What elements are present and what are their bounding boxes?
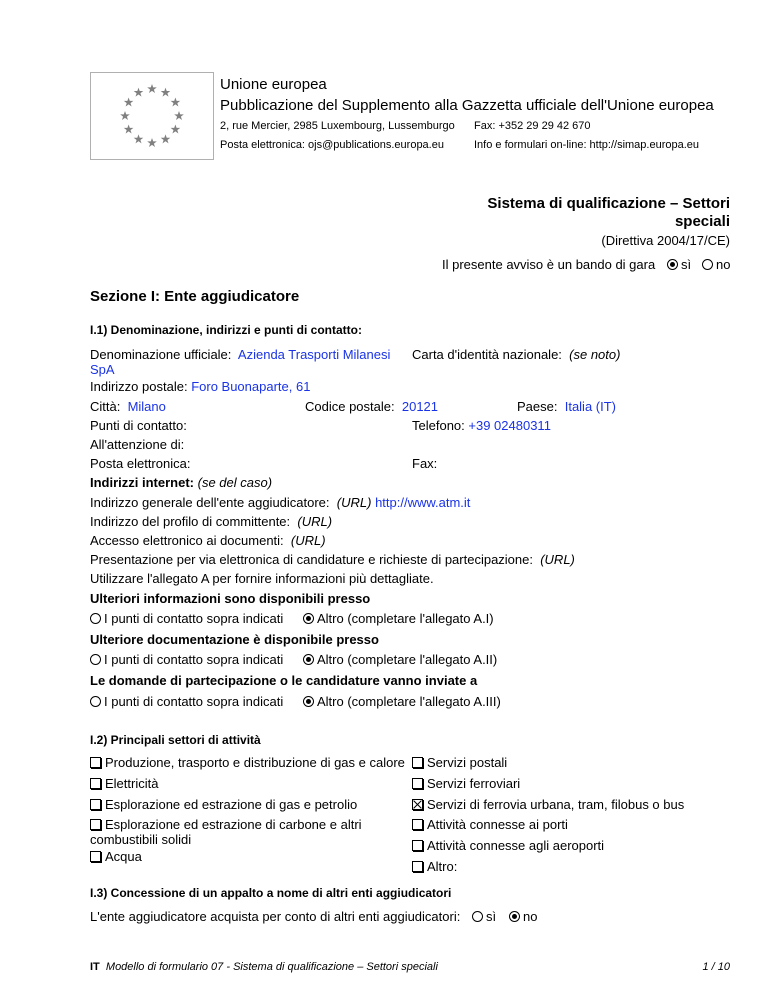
settore-aeroporti[interactable]: [412, 838, 604, 853]
ulteriore-doc-opt2[interactable]: [303, 652, 497, 667]
settore-servizi-ferroviari[interactable]: [412, 776, 520, 791]
footer: [90, 961, 438, 973]
domande-opt1[interactable]: [90, 694, 283, 709]
i3-yes-option[interactable]: [472, 909, 496, 924]
settore-label: Elettricità: [105, 776, 159, 791]
settore-label: Acqua: [105, 849, 142, 864]
settore-label: Servizi ferroviari: [427, 776, 521, 791]
header-org: Unione europea: [220, 76, 327, 93]
settore-porti[interactable]: [412, 817, 568, 832]
page-number: 1 / 10: [702, 961, 730, 973]
telefono-value: +39 02480311: [468, 418, 551, 433]
eu-flag-logo: [90, 72, 214, 160]
settore-carbone[interactable]: [90, 817, 362, 832]
settore-label: Servizi postali: [427, 755, 508, 770]
generale-link[interactable]: http://www.atm.it: [375, 495, 471, 510]
eu-stars-icon: [91, 73, 213, 159]
cap-value: 20121: [401, 399, 439, 414]
checkbox-icon: [412, 840, 423, 851]
directive-label: (Direttiva 2004/17/CE): [601, 233, 730, 248]
fax-label: Fax:: [412, 456, 438, 471]
radio-empty-icon: [90, 613, 101, 624]
denominazione-label: Denominazione ufficiale:: [90, 347, 232, 362]
option-label: I punti di contatto sopra indicati: [104, 652, 284, 667]
citta-value: Milano: [127, 399, 166, 414]
internet-row: [90, 475, 272, 490]
i3-no-option[interactable]: [509, 909, 537, 924]
settore-label: Servizi di ferrovia urbana, tram, filobus o bus: [427, 797, 685, 812]
radio-empty-icon: [90, 654, 101, 665]
carta-label: Carta d'identità nazionale:: [412, 347, 562, 362]
url-tag: (URL): [336, 495, 372, 510]
settore-label: Produzione, trasporto e distribuzione di gas e calore: [105, 755, 405, 770]
avviso-no-label: no: [716, 257, 731, 272]
option-label: Altro (completare l'allegato A.II): [317, 652, 498, 667]
carta-note: (se noto): [569, 347, 621, 362]
avviso-yes-label: sì: [681, 257, 692, 272]
checkbox-icon: [412, 757, 423, 768]
denominazione-value-cont: SpA: [90, 362, 115, 377]
checkbox-icon: [90, 819, 101, 830]
option-label: I punti di contatto sopra indicati: [104, 694, 284, 709]
internet-note: (se del caso): [197, 475, 273, 490]
page-title: Sistema di qualificazione – Settori: [487, 195, 730, 212]
checkbox-icon: [412, 778, 423, 789]
paese-label: Paese:: [517, 399, 558, 414]
footer-form: Modello di formulario 07 - Sistema di qualificazione – Settori speciali: [105, 961, 438, 973]
page-title-line2: speciali: [674, 213, 730, 230]
header-publication: Pubblicazione del Supplemento alla Gazzetta ufficiale dell'Unione europea: [220, 97, 714, 114]
radio-selected-icon: [303, 654, 314, 665]
checkbox-icon: [90, 799, 101, 810]
ulteriori-info-opt2[interactable]: [303, 611, 494, 626]
radio-empty-icon: [472, 911, 483, 922]
settore-acqua[interactable]: [90, 849, 142, 864]
i1-heading: I.1) Denominazione, indirizzi e punti di contatto:: [90, 323, 362, 337]
generale-label: Indirizzo generale dell'ente aggiudicatore:: [90, 495, 330, 510]
presentazione-row: [90, 552, 575, 567]
footer-lang: IT: [90, 961, 100, 973]
settore-carbone-cont: combustibili solidi: [90, 832, 192, 847]
option-label: Altro (completare l'allegato A.III): [317, 694, 501, 709]
settore-label: Altro:: [427, 859, 458, 874]
domande-opt2[interactable]: [303, 694, 501, 709]
header-info: Info e formulari on-line: http://simap.europa.eu: [474, 139, 700, 151]
checkbox-icon: [412, 819, 423, 830]
i3-heading: I.3) Concessione di un appalto a nome di altri enti aggiudicatori: [90, 886, 452, 900]
generale-row: [90, 495, 470, 510]
profilo-label: Indirizzo del profilo di committente:: [90, 514, 291, 529]
url-tag: (URL): [290, 533, 326, 548]
settore-servizi-postali[interactable]: [412, 755, 507, 770]
checkbox-checked-icon: [412, 799, 423, 810]
internet-label: Indirizzi internet:: [90, 475, 194, 490]
carta-row: [412, 347, 620, 362]
header-email: Posta elettronica: ojs@publications.europa.eu: [220, 139, 444, 151]
radio-empty-icon: [702, 259, 713, 270]
checkbox-icon: [90, 757, 101, 768]
ulteriore-doc-opt1[interactable]: [90, 652, 283, 667]
settore-label: Attività connesse ai porti: [427, 817, 568, 832]
settore-gas-calore[interactable]: [90, 755, 405, 770]
email-label: Posta elettronica:: [90, 456, 191, 471]
ulteriore-doc-label: Ulteriore documentazione è disponibile presso: [90, 632, 379, 647]
domande-label: Le domande di partecipazione o le candidature vanno inviate a: [90, 673, 478, 688]
paese-value: Italia (IT): [564, 399, 617, 414]
accesso-label: Accesso elettronico ai documenti:: [90, 533, 284, 548]
option-label: I punti di contatto sopra indicati: [104, 611, 284, 626]
header-fax: Fax: +352 29 29 42 670: [474, 120, 591, 132]
settore-label: Esplorazione ed estrazione di carbone e altri: [105, 817, 362, 832]
cap-label: Codice postale:: [305, 399, 395, 414]
radio-selected-icon: [667, 259, 678, 270]
avviso-label: Il presente avviso è un bando di gara: [442, 257, 656, 272]
checkbox-icon: [90, 851, 101, 862]
attenzione-label: All'attenzione di:: [90, 437, 185, 452]
settore-gas-petrolio[interactable]: [90, 797, 357, 812]
telefono-row: [412, 418, 551, 433]
indirizzo-value: Foro Buonaparte, 61: [191, 379, 311, 394]
punti-label: Punti di contatto:: [90, 418, 187, 433]
option-label: Altro (completare l'allegato A.I): [317, 611, 494, 626]
settore-altro[interactable]: [412, 859, 457, 874]
i3-yes-label: sì: [486, 909, 497, 924]
paese-row: [517, 399, 616, 414]
radio-empty-icon: [90, 696, 101, 707]
section-heading: Sezione I: Ente aggiudicatore: [90, 288, 300, 305]
radio-selected-icon: [509, 911, 520, 922]
i3-question: L'ente aggiudicatore acquista per conto di altri enti aggiudicatori:: [90, 909, 461, 924]
url-tag: (URL): [297, 514, 333, 529]
indirizzo-row: [90, 379, 310, 394]
radio-selected-icon: [303, 696, 314, 707]
denominazione-row: [90, 347, 390, 362]
telefono-label: Telefono:: [412, 418, 465, 433]
indirizzo-label: Indirizzo postale:: [90, 379, 188, 394]
presentazione-label: Presentazione per via elettronica di candidature e richieste di partecipazione:: [90, 552, 533, 567]
checkbox-icon: [412, 861, 423, 872]
allegato-note: Utilizzare l'allegato A per fornire informazioni più dettagliate.: [90, 571, 434, 586]
ulteriori-info-opt1[interactable]: [90, 611, 283, 626]
settore-ferrovia-urbana[interactable]: [412, 797, 684, 812]
url-tag: (URL): [540, 552, 575, 567]
radio-selected-icon: [303, 613, 314, 624]
settore-label: Esplorazione ed estrazione di gas e petrolio: [105, 797, 358, 812]
checkbox-icon: [90, 778, 101, 789]
citta-label: Città:: [90, 399, 121, 414]
denominazione-value: Azienda Trasporti Milanesi: [237, 347, 391, 362]
i3-no-label: no: [523, 909, 538, 924]
settore-label: Attività connesse agli aeroporti: [427, 838, 605, 853]
header-address: 2, rue Mercier, 2985 Luxembourg, Lussemburgo: [220, 120, 455, 132]
accesso-row: [90, 533, 326, 548]
ulteriori-info-label: Ulteriori informazioni sono disponibili presso: [90, 591, 371, 606]
settore-elettricita[interactable]: [90, 776, 158, 791]
cap-row: [305, 399, 438, 414]
citta-row: [90, 399, 166, 414]
avviso-no-option[interactable]: [702, 257, 730, 272]
i2-heading: I.2) Principali settori di attività: [90, 733, 261, 747]
avviso-yes-option[interactable]: [667, 257, 691, 272]
profilo-row: [90, 514, 332, 529]
